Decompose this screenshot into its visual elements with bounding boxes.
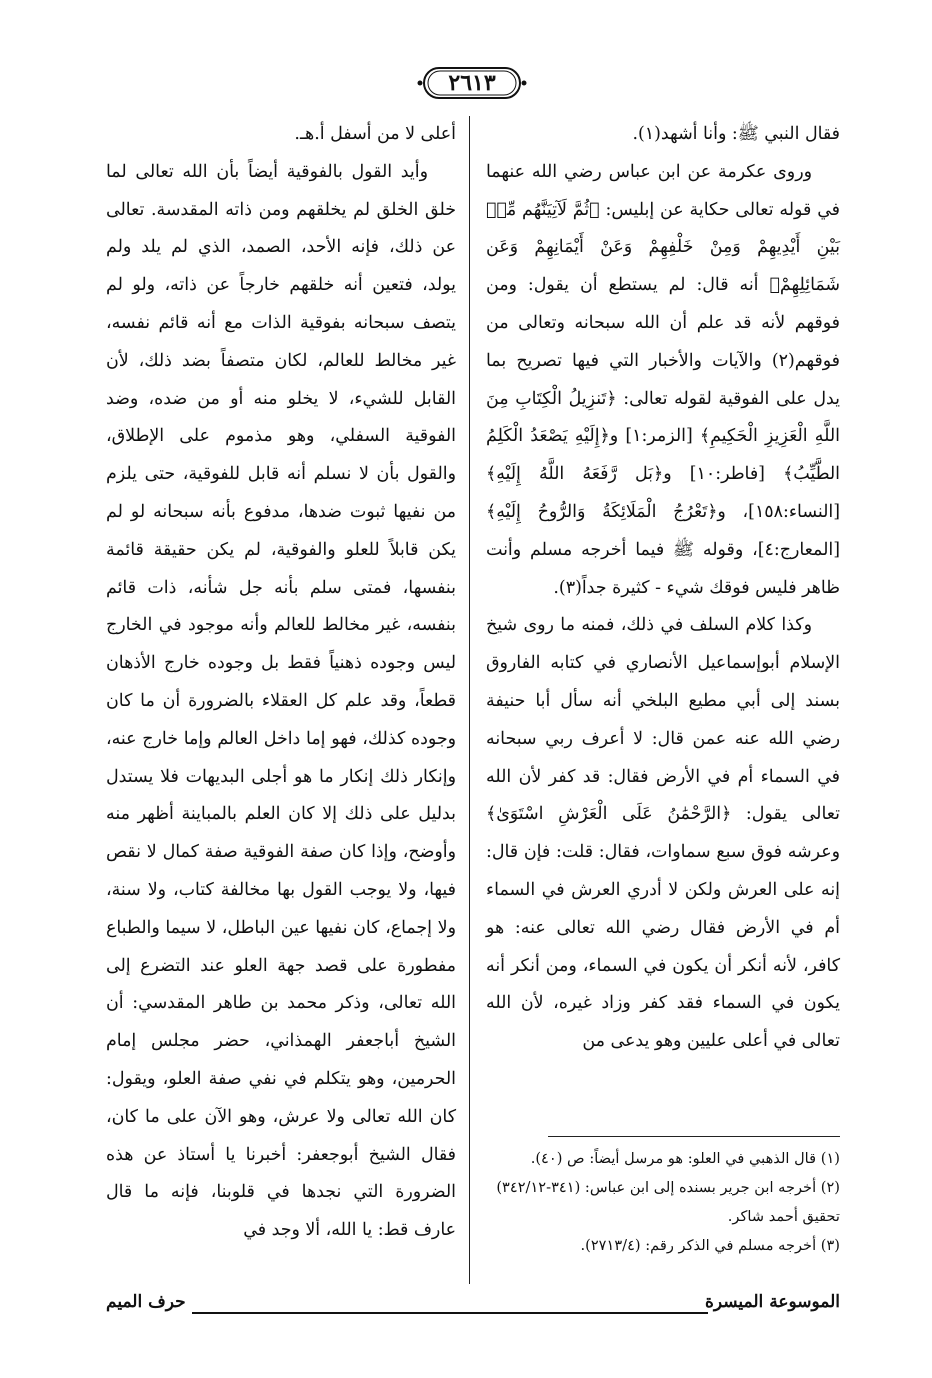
page-number: ٢٦١٣ [448, 70, 496, 96]
footnote-rule [548, 1136, 840, 1137]
footnote: (١) قال الذهبي في العلو: هو مرسل أيضاً: ص (٤٠). [530, 1150, 840, 1167]
right-column [486, 116, 840, 1061]
page-footer [106, 1292, 840, 1322]
paragraph: وأيد القول بالفوقية أيضاً بأن الله تعالى لما خلق الخلق لم يخلقهم ومن ذاته المقدسة. تعالى عن ذلك، فإنه الأحد، الصمد، الذي لم يلد ولم يولد، فتعين أنه خلقهم خارجاً عن ذاته، ولو لم يتصف سبحانه بفوقية الذات مع أنه قائم نفسه، غير مخالط للعالم، لكان متصفاً بضد ذلك، لأن القابل للشيء، لا يخلو منه أو من ضده، وضد الفوقية السفلي، وهو مذموم على الإطلاق، والقول بأن لا نسلم أنه قابل للفوقية، حتى يلزم من نفيها ثبوت ضدها، مدفوع بأنه سبحانه لو لم يكن قابلاً للعلو والفوقية، لم يكن حقيقة قائمة بنفسها، فمتى سلم بأنه جل شأنه، ذات قائم بنفسه، غير مخالط للعالم وأنه موجود في الخارج ليس وجوده ذهنياً فقط بل وجوده خارج الأذهان قطعاً، وقد علم كل العقلاء بالضرورة أن ما كان وجوده كذلك، فهو إما داخل العالم وإما خارج عنه، وإنكار ذلك إنكار ما هو أجلى البديهات فلا يستدل بدليل على ذلك إلا كان العلم بالمباينة أظهر منه وأوضح، وإذا كان صفة الفوقية صفة كمال لا نقص فيها، ولا يوجب القول بها مخالفة كتاب، ولا سنة، ولا إجماع، كان نفيها عين الباطل، لا سيما والطباع مفطورة على قصد جهة العلو عند التضرع إلى الله تعالى، وذكر محمد بن طاهر المقدسي: أن الشيخ أباجعفر الهمذاني، حضر مجلس إمام الحرمين، وهو يتكلم في نفي صفة العلو، ويقول: كان الله تعالى ولا عرش، وهو الآن على ما كان، فقال الشيخ أبوجعفر: أخبرنا يا أستاذ عن هذه الضرورة التي نجدها في قلوبنا، فإنه ما قال عارف قط: يا الله، ألا وجد في [106, 161, 456, 1241]
footnotes [486, 1144, 840, 1260]
paragraph: فقال النبي ﷺ: وأنا أشهد(١). [632, 124, 840, 144]
series-title: الموسوعة الميسرة [704, 1292, 840, 1312]
footnote: (٣) أخرجه مسلم في الذكر رقم: (٢٧١٣/٤). [580, 1237, 840, 1254]
page-number-ornament [416, 66, 528, 100]
paragraph: وكذا كلام السلف في ذلك، فمنه ما روى شيخ الإسلام أبوإسماعيل الأنصاري في كتابه الفاروق بسند إلى أبي مطيع البلخي أنه سأل أبا حنيفة رضي الله عنه عمن قال: لا أعرف ربي سبحانه في السماء أم في الأرض فقال: قد كفر لأن الله تعالى يقول: ﴿الرَّحْمَٰنُ عَلَى الْعَرْشِ اسْتَوَىٰ﴾ وعرشه فوق سبع سماوات، فقال: قلت: فإن قال: إنه على العرش ولكن لا أدري العرش في السماء أم في الأرض فقال رضي الله تعالى عنه: هو كافر، لأنه أنكر أن يكون في السماء، ومن أنكر أنه يكون في السماء فقد كفر وزاد غيره، لأن الله تعالى في أعلى عليين وهو يدعى من [486, 615, 840, 1052]
paragraph: أعلى لا من أسفل أ.هـ. [294, 124, 456, 144]
section-title: حرف الميم [106, 1292, 186, 1312]
footnote: (٢) أخرجه ابن جرير بسنده إلى ابن عباس: (٣٤١-٣٤٢/١٢) تحقيق أحمد شاكر. [496, 1179, 840, 1225]
left-column [106, 116, 456, 1250]
column-divider [469, 116, 470, 1284]
footer-rule [192, 1312, 568, 1314]
paragraph: وروى عكرمة عن ابن عباس رضي الله عنهما في قوله تعالى حكاية عن إبليس: ﴿ثُمَّ لَآتِيَنَّهُم مِّنۢ بَيْنِ أَيْدِيهِمْ وَمِنْ خَلْفِهِمْ وَعَنْ أَيْمَانِهِمْ وَعَن شَمَائِلِهِمْ﴾ أنه قال: لم يستطع أن يقول: ومن فوقهم لأنه قد علم أن الله سبحانه وتعالى من فوقهم(٢) والآيات والأخبار التي فيها تصريح بما يدل على الفوقية لقوله تعالى: ﴿تَنزِيلُ الْكِتَابِ مِنَ اللَّهِ الْعَزِيزِ الْحَكِيمِ﴾ [الزمر:١] و﴿إِلَيْهِ يَصْعَدُ الْكَلِمُ الطَّيِّبُ﴾ [فاطر:١٠] و﴿بَل رَّفَعَهُ اللَّهُ إِلَيْهِ﴾ [النساء:١٥٨]، و﴿تَعْرُجُ الْمَلَائِكَةُ وَالرُّوحُ إِلَيْهِ﴾ [المعارج:٤]، وقوله ﷺ فيما أخرجه مسلم وأنت ظاهر فليس فوقك شيء - كثيرة جداً(٣). [486, 161, 840, 598]
